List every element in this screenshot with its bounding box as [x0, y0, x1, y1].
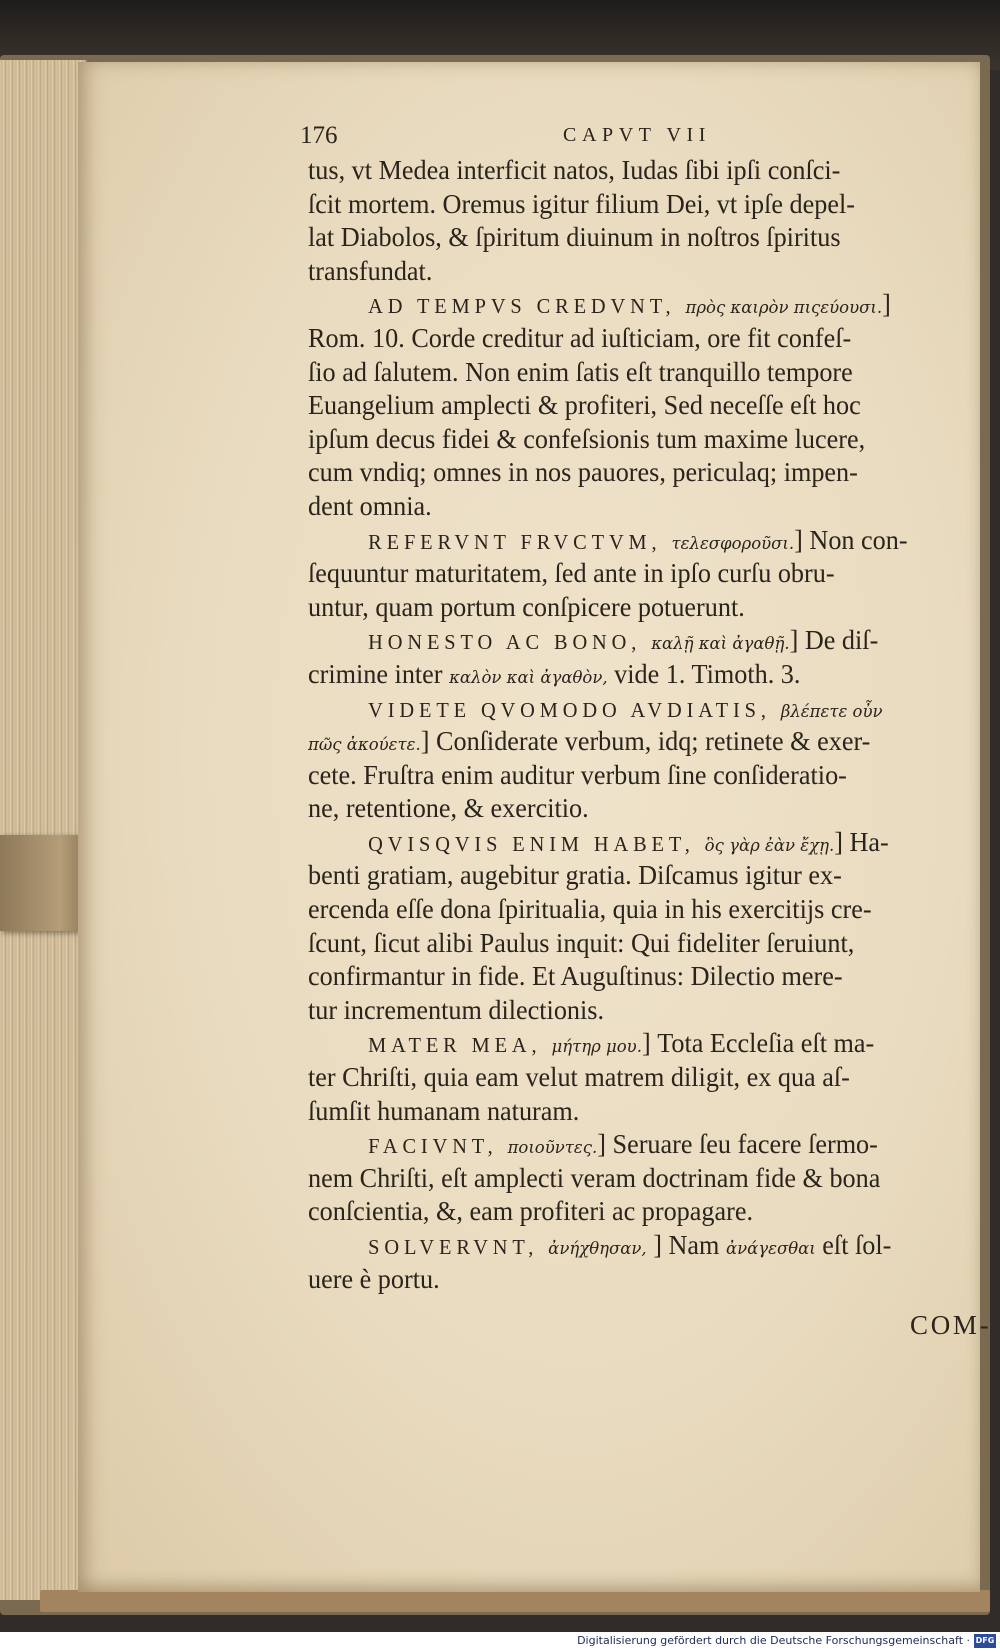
latin-text: benti gratiam, augebitur gratia. Diſcamus igitur ex-: [308, 860, 842, 891]
lemma-small-caps: HONESTO AC BONO,: [368, 630, 652, 655]
text-line: [308, 725, 958, 759]
greek-text: ποιοῦντες.: [507, 1138, 598, 1159]
text-line: [308, 960, 958, 994]
latin-text: ] Tota Eccleſia eſt ma-: [641, 1028, 875, 1059]
greek-text: ἀνάγεσθαι: [725, 1239, 816, 1259]
latin-text: ] De diſ-: [789, 625, 879, 656]
running-title: CAPVT VII: [563, 124, 712, 146]
latin-text: Rom. 10. Corde creditur ad iuſticiam, ore fit confeſ-: [308, 322, 852, 353]
text-line: [308, 288, 958, 322]
latin-text: cum vndiq; omnes in nos pauores, periculaq; impen-: [308, 457, 858, 488]
text-line: [308, 1263, 958, 1297]
latin-text: ] Nam: [646, 1230, 726, 1260]
text-line: [308, 893, 958, 927]
latin-text: ſcit mortem. Oremus igitur filium Dei, vt ipſe depel-: [308, 188, 855, 219]
latin-text: nem Chriſti, eſt amplecti veram doctrinam fide & bona: [308, 1162, 881, 1193]
greek-text: ὃς γὰρ ἐὰν ἔχῃ.: [704, 835, 835, 856]
lemma-small-caps: QVISQVIS ENIM HABET,: [368, 831, 705, 856]
page-edges: [0, 60, 87, 1600]
latin-text: ter Chriſti, quia eam velut matrem diligit, ex qua aſ-: [308, 1062, 850, 1093]
lemma-small-caps: FACIVNT,: [368, 1134, 508, 1159]
greek-text: καλῇ καὶ ἀγαθῇ.: [651, 634, 790, 655]
text-block: [300, 122, 978, 1296]
text-line: [308, 490, 958, 524]
latin-text: ſequuntur maturitatem, ſed ante in ipſo curſu obru-: [308, 558, 835, 589]
text-line: [308, 1195, 958, 1229]
text-line: [308, 1027, 958, 1061]
lemma-small-caps: VIDETE QVOMODO AVDIATIS,: [368, 697, 781, 722]
latin-text: Euangelium amplecti & profiteri, Sed neceſſe eſt hoc: [308, 390, 861, 421]
latin-text: ſio ad ſalutem. Non enim ſatis eſt tranquillo tempore: [308, 356, 853, 387]
text-line: [308, 1061, 958, 1095]
text-line: [308, 356, 958, 390]
text-line: [308, 1095, 958, 1129]
latin-text: ne, retentione, & exercitio.: [308, 793, 589, 824]
text-line: [308, 524, 958, 558]
page-number: 176: [300, 122, 338, 149]
greek-text: βλέπετε οὖν: [780, 701, 883, 722]
text-line: [308, 456, 958, 490]
catchword: COM-: [910, 1310, 992, 1340]
text-line: [308, 927, 958, 961]
lemma-small-caps: MATER MEA,: [368, 1033, 552, 1058]
text-line: [308, 1162, 958, 1196]
text-line: [308, 759, 958, 793]
greek-text: πῶς ἀκούετε.: [308, 735, 421, 756]
latin-text: ]: [882, 289, 891, 320]
text-line: [308, 658, 958, 692]
text-line: [308, 1128, 958, 1162]
text-line: [308, 624, 958, 658]
latin-text: tus, vt Medea interficit natos, Iudas ſibi ipſi conſci-: [308, 155, 841, 185]
text-line: [308, 389, 958, 423]
dfg-logo: DFG: [974, 1634, 996, 1648]
latin-text: ipſum decus fidei & confeſsionis tum maxime lucere,: [308, 423, 866, 454]
lemma-small-caps: AD TEMPVS CREDVNT,: [368, 294, 686, 319]
latin-text: confirmantur in fide. Et Auguſtinus: Dilectio mere-: [308, 961, 843, 992]
latin-text: crimine inter: [308, 658, 450, 689]
text-line: [308, 591, 958, 625]
latin-text: vide 1. Timoth. 3.: [607, 658, 801, 689]
latin-text: ] Ha-: [834, 826, 889, 857]
latin-text: ercenda eſſe dona ſpiritualia, quia in his exercitijs cre-: [308, 894, 872, 925]
text-line: [308, 423, 958, 457]
latin-text: uere è portu.: [308, 1263, 440, 1294]
greek-text: τελεσφοροῦσι.: [671, 533, 795, 554]
text-line: [308, 322, 958, 356]
text-line: [308, 826, 958, 860]
text-line: [308, 255, 958, 289]
greek-text: καλὸν καὶ ἀγαθὸν,: [449, 667, 608, 688]
latin-text: transfundat.: [308, 255, 433, 286]
body-text: [308, 154, 978, 1296]
bottom-page-edge: [40, 1590, 990, 1612]
text-line: [308, 1229, 958, 1263]
latin-text: conſcientia, &, eam profiteri ac propagare.: [308, 1196, 754, 1227]
text-line: [308, 557, 958, 591]
latin-text: ſcunt, ſicut alibi Paulus inquit: Qui fideliter ſeruiunt,: [308, 927, 855, 958]
latin-text: ] Non con-: [794, 524, 908, 555]
text-line: [308, 994, 958, 1028]
greek-text: ἀνήχθησαν,: [548, 1239, 647, 1259]
latin-text: ] Seruare ſeu facere ſermo-: [597, 1129, 878, 1160]
credit-text: Digitalisierung gefördert durch die Deutsche Forschungsgemeinschaft ·: [577, 1634, 970, 1647]
latin-text: dent omnia.: [308, 490, 432, 521]
text-line: [308, 188, 958, 222]
lemma-small-caps: SOLVERVNT,: [368, 1235, 549, 1259]
lemma-small-caps: REFERVNT FRVCTVM,: [368, 529, 672, 554]
latin-text: eſt ſol-: [815, 1230, 892, 1260]
latin-text: lat Diabolos, & ſpiritum diuinum in noſtros ſpiritus: [308, 222, 841, 253]
latin-text: cete. Fruſtra enim auditur verbum ſine conſideratio-: [308, 759, 847, 790]
text-line: [308, 692, 958, 726]
greek-text: μήτηρ μου.: [551, 1037, 642, 1058]
text-line: [308, 221, 958, 255]
latin-text: ſumſit humanam naturam.: [308, 1095, 580, 1126]
text-line: [308, 154, 958, 188]
latin-text: ] Conſiderate verbum, idq; retinete & exer-: [420, 726, 871, 757]
running-header: [300, 122, 978, 154]
latin-text: tur incrementum dilectionis.: [308, 994, 605, 1025]
text-line: [308, 859, 958, 893]
latin-text: untur, quam portum conſpicere potuerunt.: [308, 591, 745, 622]
greek-text: πρὸς καιρὸν πιςεύουσι.: [685, 298, 883, 319]
text-line: [308, 792, 958, 826]
